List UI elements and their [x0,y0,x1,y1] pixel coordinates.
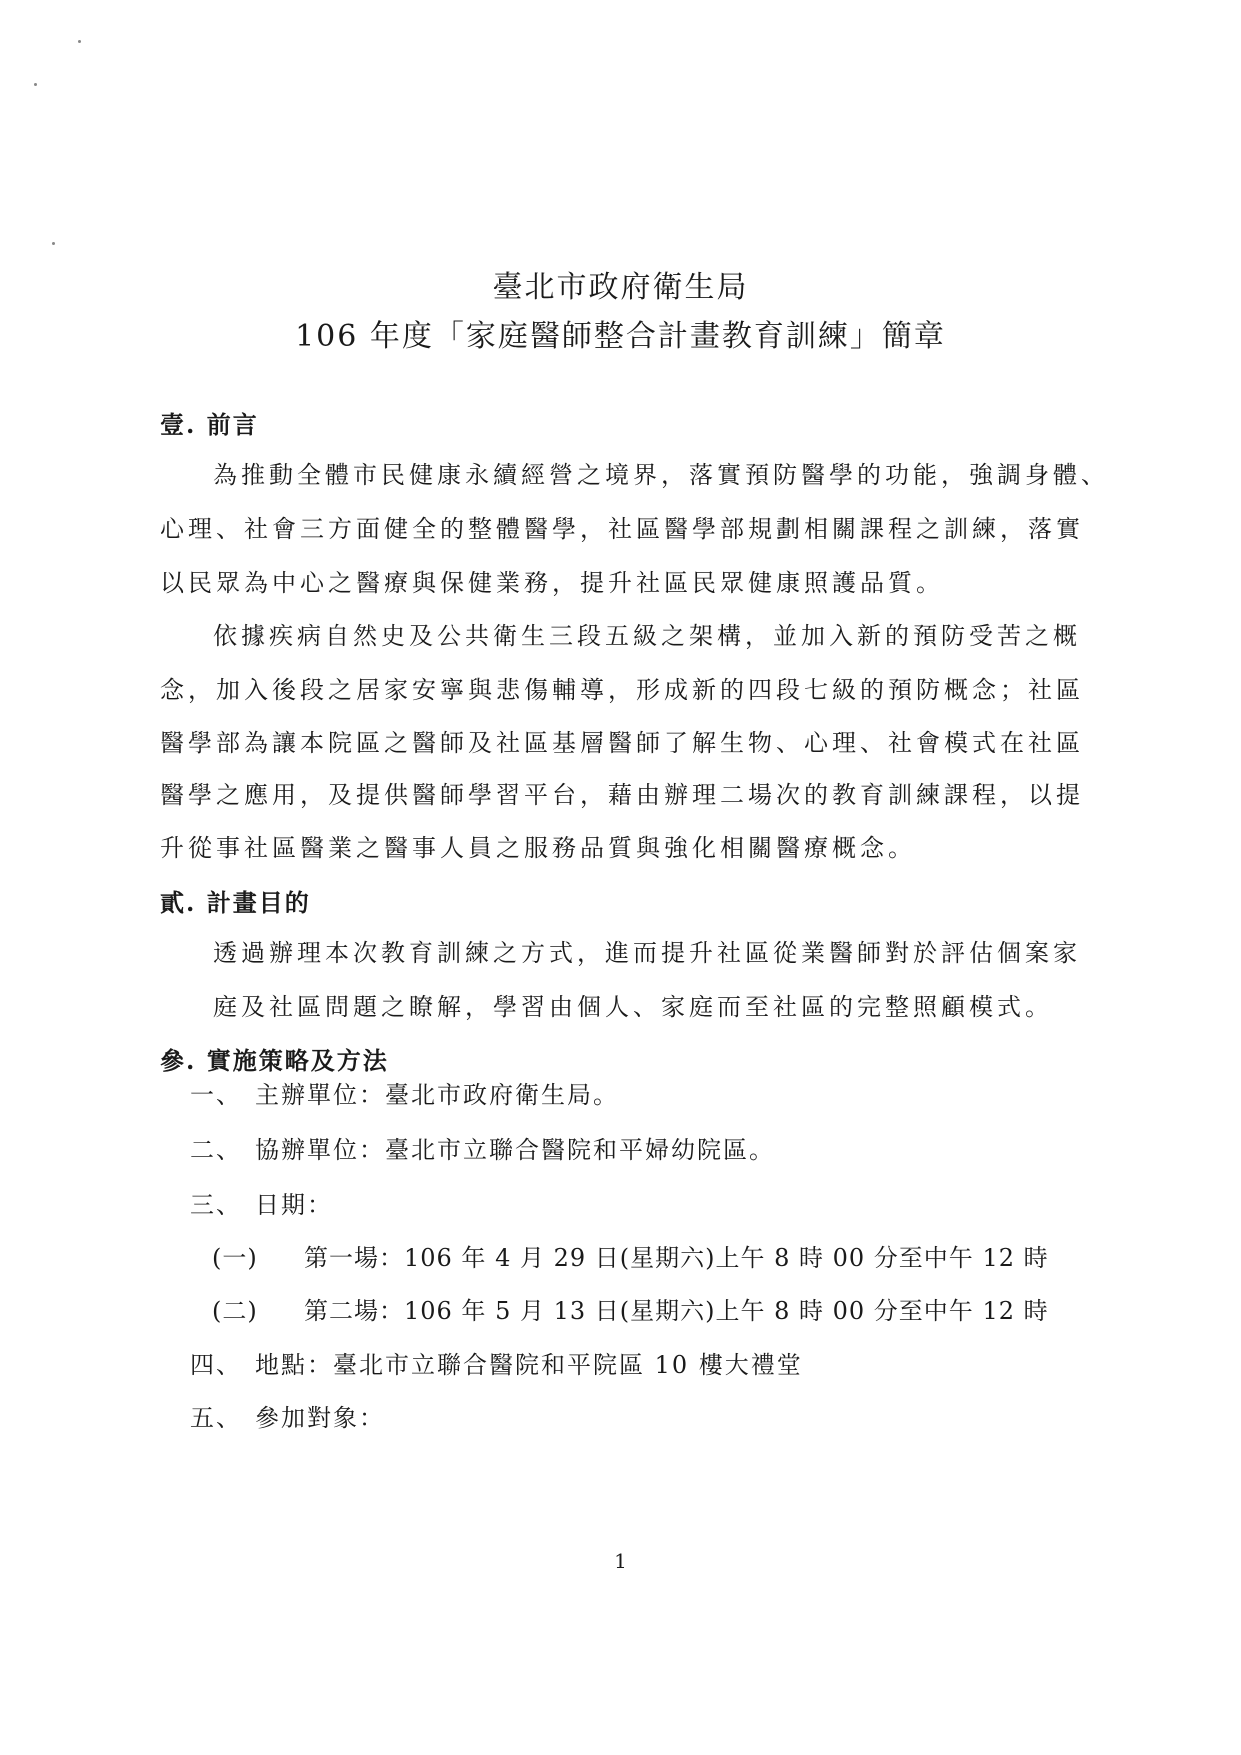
section1-para2-line: 依據疾病自然史及公共衛生三段五級之架構，並加入新的預防受苦之概 [213,622,1081,650]
section1-para1-line: 為推動全體市民健康永續經營之境界，落實預防醫學的功能，強調身體、 [213,461,1109,489]
list-item-text: 日期： [255,1191,333,1219]
list-item [190,1075,619,1110]
list-item-number: 一、 [190,1081,242,1109]
list-item [190,1185,333,1220]
list-item-text: 協辦單位：臺北市立聯合醫院和平婦幼院區。 [255,1136,775,1164]
section1-para1-line: 以民眾為中心之醫療與保健業務，提升社區民眾健康照護品質。 [160,569,944,597]
scan-speck [78,40,81,43]
list-item-number: 三、 [190,1191,242,1219]
date-item [212,1291,1049,1326]
list-item [190,1345,803,1380]
section1-para1-line: 心理、社會三方面健全的整體醫學，社區醫學部規劃相關課程之訓練，落實 [160,515,1084,543]
list-item-number: 四、 [190,1351,242,1379]
list-item-text: 參加對象： [255,1404,385,1432]
scan-speck [34,83,37,86]
date-item-text: 第二場：106 年 5 月 13 日(星期六)上午 8 時 00 分至中午 12 時 [304,1297,1049,1325]
document-title-line1: 臺北市政府衛生局 [492,270,749,305]
date-item-number: (二) [212,1297,258,1325]
scan-speck [52,242,55,245]
list-item-number: 二、 [190,1136,242,1164]
list-item [190,1130,775,1165]
document-title-line2: 106 年度「家庭醫師整合計畫教育訓練」簡章 [295,319,946,354]
list-item [190,1398,385,1433]
section2-para-line: 透過辦理本次教育訓練之方式，進而提升社區從業醫師對於評估個案家 [213,939,1081,967]
date-item-number: (一) [212,1244,258,1272]
date-item [212,1238,1049,1273]
list-item-number: 五、 [190,1404,242,1432]
section2-para-line: 庭及社區問題之瞭解，學習由個人、家庭而至社區的完整照顧模式。 [213,993,1053,1021]
section3-heading: 參. 實施策略及方法 [160,1046,389,1075]
list-item-text: 地點：臺北市立聯合醫院和平院區 10 樓大禮堂 [255,1351,803,1379]
date-item-text: 第一場：106 年 4 月 29 日(星期六)上午 8 時 00 分至中午 12 時 [304,1244,1049,1272]
page-number: 1 [614,1549,627,1573]
section1-para2-line: 醫學之應用，及提供醫師學習平台，藉由辦理二場次的教育訓練課程，以提 [160,781,1084,809]
list-item-text: 主辦單位：臺北市政府衛生局。 [255,1081,619,1109]
section1-heading: 壹. 前言 [160,410,259,439]
section1-para2-line: 念，加入後段之居家安寧與悲傷輔導，形成新的四段七級的預防概念；社區 [160,676,1084,704]
section1-para2-line: 醫學部為讓本院區之醫師及社區基層醫師了解生物、心理、社會模式在社區 [160,729,1084,757]
section1-para2-line: 升從事社區醫業之醫事人員之服務品質與強化相關醫療概念。 [160,834,916,862]
section2-heading: 貳. 計畫目的 [160,888,311,917]
